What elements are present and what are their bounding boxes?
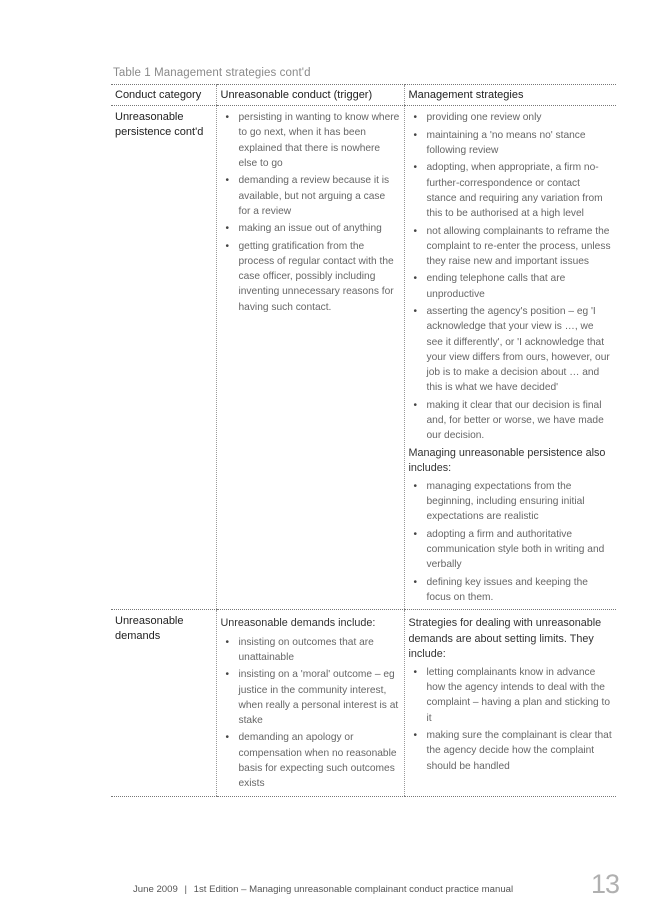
list-item: • insisting on outcomes that are unattainable (221, 635, 400, 665)
list-item: • providing one review only (409, 110, 613, 125)
table-row (111, 106, 616, 610)
column-header-conduct-category: Conduct category (111, 85, 216, 106)
table-row (111, 610, 616, 796)
list-item: • demanding a review because it is available, but not arguing a case for a review (221, 173, 400, 219)
strategy-list (409, 110, 613, 443)
conduct-category-cell: Unreasonable demands (111, 610, 216, 796)
management-strategies-table (111, 84, 616, 797)
footer-title: – Managing unreasonable complainant conduct practice manual (241, 884, 514, 895)
strategy-subheading: Managing unreasonable persistence also includes: (408, 446, 606, 474)
page-number: 13 (591, 869, 620, 899)
list-item: • demanding an apology or compensation when no reasonable basis for expecting such outcomes exists (221, 730, 400, 791)
list-item: • persisting in wanting to know where to go next, when it has been explained that there is nowhere else to go (221, 110, 400, 171)
list-item: • making it clear that our decision is final and, for better or worse, we have made our decision. (409, 398, 613, 444)
trigger-cell (216, 106, 404, 610)
footer-date: June 2009 (133, 884, 178, 895)
list-item: • maintaining a 'no means no' stance following review (409, 128, 613, 158)
list-item: • insisting on a 'moral' outcome – eg justice in the community interest, when really a personal interest is at stake (221, 667, 400, 728)
page-footer (133, 884, 513, 895)
trigger-list (221, 110, 400, 315)
footer-separator: | (184, 884, 187, 895)
column-header-unreasonable-conduct: Unreasonable conduct (trigger) (216, 85, 404, 106)
list-item: • defining key issues and keeping the focus on them. (409, 575, 613, 605)
table-header-row (111, 85, 616, 106)
strategy-list-2 (409, 479, 613, 605)
trigger-cell (216, 610, 404, 796)
table-caption: Table 1 Management strategies cont'd (113, 67, 311, 79)
footer-edition: 1st Edition (193, 884, 239, 895)
list-item: • asserting the agency's position – eg 'I acknowledge that your view is …, we see it differently', or 'I acknowledge that your view differs from ours, however, our job is to make a decision about … and this is what we have decided' (409, 304, 613, 395)
list-item: • ending telephone calls that are unproductive (409, 271, 613, 301)
list-item: • letting complainants know in advance how the agency intends to deal with the complaint – having a plan and sticking to it (409, 665, 613, 726)
list-item: • adopting, when appropriate, a firm no-further-correspondence or contact stance and requiring any variation from this to be authorised at a high level (409, 160, 613, 221)
list-item: • making sure the complainant is clear that the agency decide how the complaint should be handled (409, 728, 613, 774)
trigger-intro: Unreasonable demands include: (220, 617, 376, 630)
list-item: • making an issue out of anything (221, 221, 400, 236)
strategy-list (409, 665, 613, 774)
column-header-management-strategies: Management strategies (404, 85, 616, 106)
strategy-cell (404, 610, 616, 796)
list-item: • managing expectations from the beginning, including ensuring initial expectations are realistic (409, 479, 613, 525)
list-item: • not allowing complainants to reframe the complaint to re-enter the process, unless they raise new and important issues (409, 224, 613, 270)
strategy-intro: Strategies for dealing with unreasonable demands are about setting limits. They include: (408, 617, 602, 660)
strategy-cell (404, 106, 616, 610)
trigger-list (221, 635, 400, 792)
list-item: • getting gratification from the process of regular contact with the case officer, possibly including inventing unnecessary reasons for having such contact. (221, 239, 400, 315)
list-item: • adopting a firm and authoritative communication style both in writing and verbally (409, 527, 613, 573)
conduct-category-cell: Unreasonable persistence cont'd (111, 106, 216, 610)
